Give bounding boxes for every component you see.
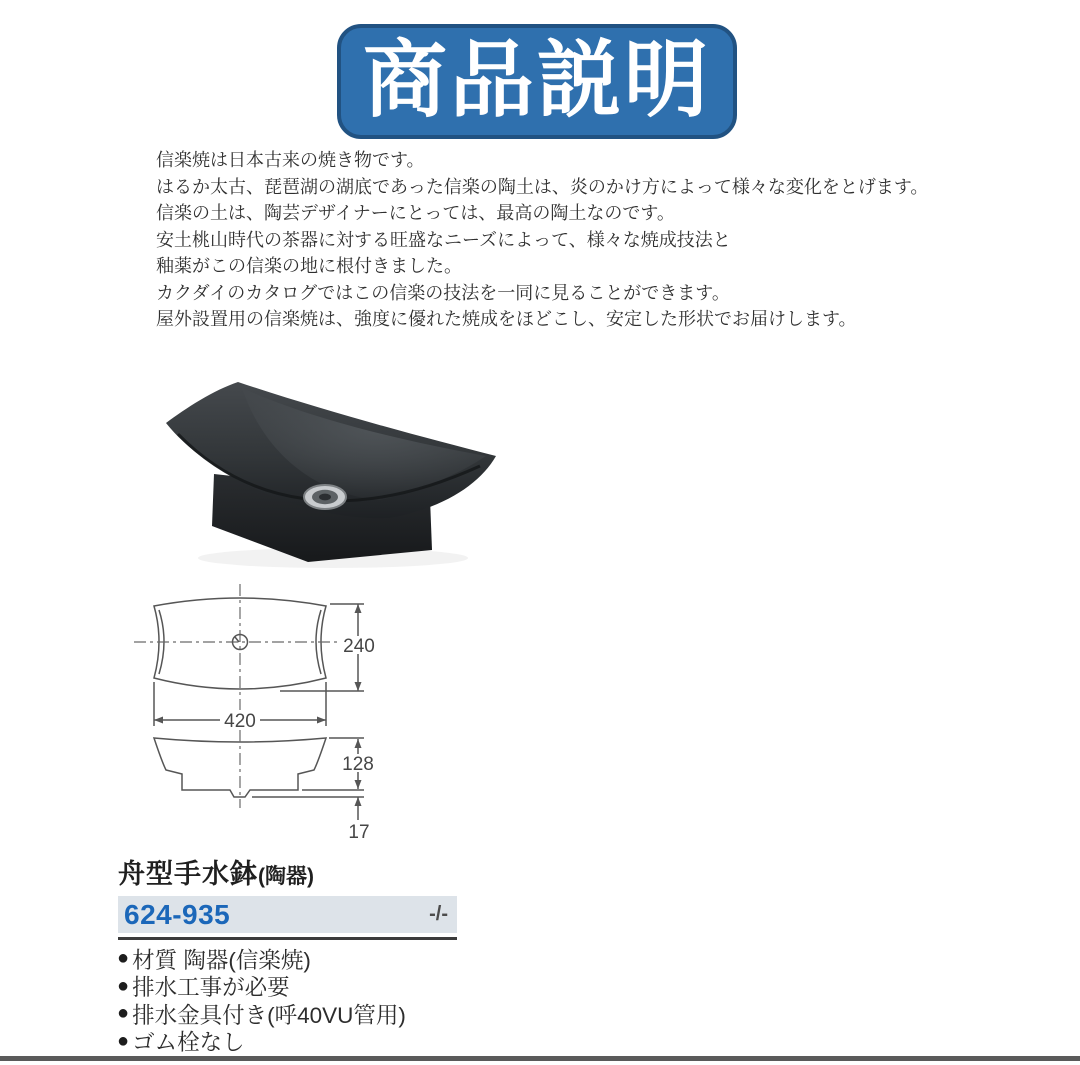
price-placeholder: -/-: [429, 903, 448, 925]
spec-item: [117, 945, 537, 973]
product-code-bar: [118, 896, 457, 933]
product-description-text: [156, 147, 966, 333]
description-line: 安土桃山時代の茶器に対する旺盛なニーズによって、様々な焼成技法と: [156, 229, 731, 250]
spec-item: [117, 1028, 537, 1056]
product-name-main: 舟型手水鉢: [118, 859, 258, 889]
product-name: [118, 852, 314, 891]
dimension-128: [329, 738, 378, 789]
bottom-divider-bar: [0, 1056, 1080, 1061]
bullet-icon: ●: [117, 1002, 130, 1025]
spec-item: [117, 973, 537, 1001]
description-line: 釉薬がこの信楽の地に根付きました。: [156, 256, 462, 276]
page-title: 商品説明: [362, 32, 711, 127]
bullet-icon: ●: [117, 1029, 130, 1052]
product-name-material-note: (陶器): [258, 865, 314, 888]
spec-item: [117, 1000, 537, 1028]
description-line: 信楽の土は、陶芸デザイナーにとっては、最高の陶土なのです。: [156, 203, 675, 223]
drain-icon: [304, 485, 346, 509]
spec-label: ゴム栓なし: [132, 1030, 245, 1056]
dim-17-label: 17: [348, 822, 370, 843]
bullet-icon: ●: [117, 947, 130, 970]
spec-label: 材質 陶器(信楽焼): [132, 947, 311, 973]
dim-240-label: 240: [343, 636, 375, 657]
spec-label: 排水工事が必要: [132, 975, 290, 1001]
description-line: 信楽焼は日本古来の焼き物です。: [156, 150, 425, 170]
description-line: 屋外設置用の信楽焼は、強度に優れた焼成をほどこし、安定した形状でお届けします。: [156, 309, 857, 329]
description-line: カクダイのカタログではこの信楽の技法を一同に見ることができます。: [156, 282, 730, 303]
code-bar-underline: [118, 937, 457, 940]
product-description-badge: [337, 24, 737, 139]
bullet-icon: ●: [117, 974, 130, 997]
product-photo: [158, 366, 510, 572]
diagram-top-view: [134, 584, 378, 732]
dimension-17: [348, 797, 369, 843]
description-line: はるか太古、琵琶湖の湖底であった信楽の陶土は、炎のかけ方によって様々な変化をとげます。: [156, 176, 929, 197]
dimension-diagram: [128, 578, 458, 844]
dimension-240: [280, 604, 378, 691]
product-code: 624-935: [124, 898, 231, 930]
spec-list: [117, 945, 537, 1055]
diagram-side-view: [154, 730, 378, 843]
dim-128-label: 128: [342, 754, 374, 775]
spec-label: 排水金具付き(呼40VU管用): [132, 1002, 406, 1028]
dim-420-label: 420: [224, 711, 256, 732]
